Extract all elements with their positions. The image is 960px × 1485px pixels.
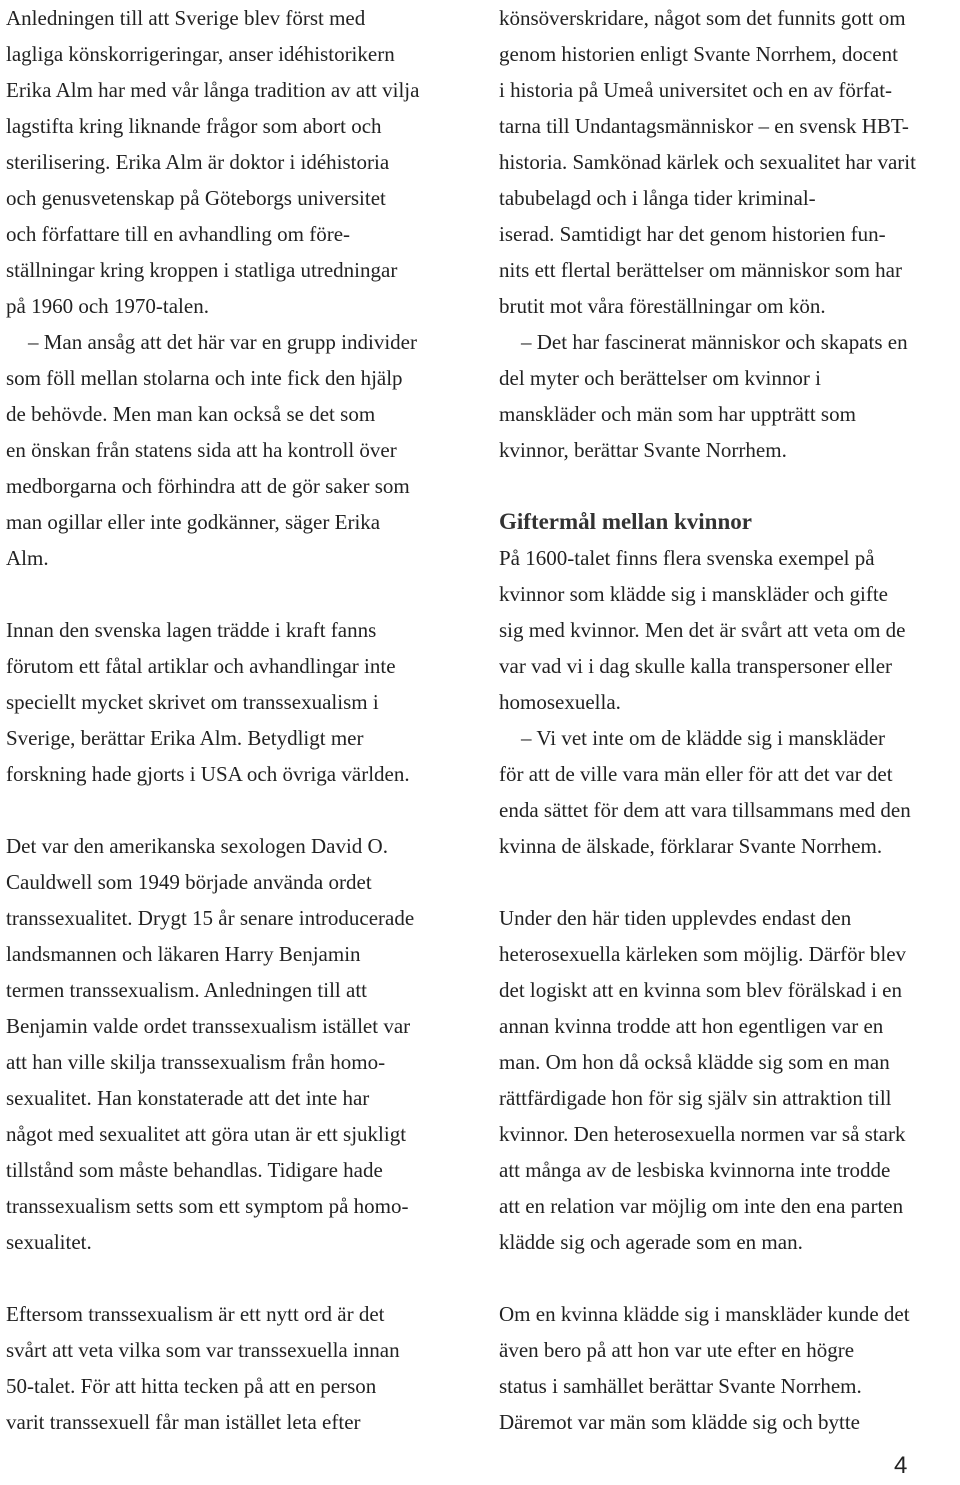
text-line: transsexualism setts som ett symptom på homo- (6, 1194, 409, 1218)
right-column (499, 0, 957, 1440)
paragraph (499, 900, 957, 1260)
text-line: heterosexuella kärleken som möjlig. Därför blev (499, 942, 907, 966)
text-line: Under den här tiden upplevdes endast den (499, 906, 852, 930)
text-line: manskläder och män som har uppträtt som (499, 402, 856, 426)
text-line: att en relation var möjlig om inte den ena parten (499, 1194, 904, 1218)
text-line: det logiskt att en kvinna som blev förälskad i en (499, 978, 902, 1002)
text-line: Erika Alm har med vår långa tradition av att vilja (6, 78, 420, 102)
text-line: klädde sig och agerade som en man. (499, 1230, 803, 1254)
text-line: Benjamin valde ordet transsexualism istället var (6, 1014, 411, 1038)
text-line: brutit mot våra föreställningar om kön. (499, 294, 826, 318)
text-line: – Man ansåg att det här var en grupp individer (28, 330, 417, 354)
paragraph-gap (499, 468, 957, 504)
text-line: kvinnor som klädde sig i manskläder och gifte (499, 582, 889, 606)
text-line: – Vi vet inte om de klädde sig i manskläder (521, 726, 886, 750)
text-line: något med sexualitet att göra utan är ett sjukligt (6, 1122, 407, 1146)
text-line: varit transsexuell får man istället leta efter (6, 1410, 361, 1434)
text-line: var vad vi i dag skulle kalla transpersoner eller (499, 654, 893, 678)
text-line: att han ville skilja transsexualism från homo- (6, 1050, 386, 1074)
paragraph-gap (499, 864, 957, 900)
text-line: kvinnor, berättar Svante Norrhem. (499, 438, 787, 462)
text-line: enda sättet för dem att vara tillsammans med den (499, 798, 911, 822)
paragraph-gap (499, 1260, 957, 1296)
paragraph (6, 828, 472, 1260)
text-line: och författare till en avhandling om före- (6, 222, 351, 246)
text-line: Eftersom transsexualism är ett nytt ord är det (6, 1302, 385, 1326)
text-line: speciellt mycket skrivet om transsexualism i (6, 690, 379, 714)
paragraph-gap (6, 792, 472, 828)
text-line: rättfärdigade hon för sig själv sin attraktion till (499, 1086, 892, 1110)
text-line: för att de ville vara män eller för att det var det (499, 762, 893, 786)
text-line: landsmannen och läkaren Harry Benjamin (6, 942, 361, 966)
text-line: sterilisering. Erika Alm är doktor i idéhistoria (6, 150, 390, 174)
text-line: tillstånd som måste behandlas. Tidigare hade (6, 1158, 383, 1182)
text-line: del myter och berättelser om kvinnor i (499, 366, 821, 390)
text-line: Cauldwell som 1949 började använda ordet (6, 870, 372, 894)
text-line: lagstifta kring liknande frågor som abort och (6, 114, 382, 138)
text-line: Sverige, berättar Erika Alm. Betydligt mer (6, 726, 364, 750)
text-line: forskning hade gjorts i USA och övriga världen. (6, 762, 410, 786)
text-line: På 1600-talet finns flera svenska exempel på (499, 546, 875, 570)
quote-paragraph (6, 324, 472, 576)
paragraph (499, 0, 957, 324)
page-number: 4 (894, 1452, 908, 1479)
text-line: genom historien enligt Svante Norrhem, docent (499, 42, 898, 66)
text-line: de behövde. Men man kan också se det som (6, 402, 376, 426)
text-line: och genusvetenskap på Göteborgs universitet (6, 186, 386, 210)
text-line: även bero på att hon var ute efter en högre (499, 1338, 855, 1362)
text-line: man ogillar eller inte godkänner, säger Erika (6, 510, 381, 534)
paragraph (6, 1296, 472, 1440)
text-line: termen transsexualism. Anledningen till att (6, 978, 368, 1002)
paragraph-gap (6, 576, 472, 612)
text-line: transsexualitet. Drygt 15 år senare introducerade (6, 906, 415, 930)
left-column (6, 0, 472, 1440)
paragraph (499, 1296, 957, 1440)
text-line: Innan den svenska lagen trädde i kraft fanns (6, 618, 377, 642)
text-line: status i samhället berättar Svante Norrhem. (499, 1374, 862, 1398)
text-line: Anledningen till att Sverige blev först med (6, 6, 366, 30)
text-line: medborgarna och förhindra att de gör saker som (6, 474, 410, 498)
text-line: en önskan från statens sida att ha kontroll över (6, 438, 397, 462)
text-line: Det var den amerikanska sexologen David O. (6, 834, 388, 858)
paragraph-gap (6, 1260, 472, 1296)
text-line: Alm. (6, 546, 49, 570)
text-line: nits ett flertal berättelser om människor som har (499, 258, 902, 282)
quote-paragraph (499, 324, 957, 468)
text-line: tarna till Undantagsmänniskor – en svensk HBT- (499, 114, 909, 138)
text-line: könsöverskridare, något som det funnits gott om (499, 6, 906, 30)
section-heading: Giftermål mellan kvinnor (499, 509, 752, 534)
text-line: annan kvinna trodde att hon egentligen var en (499, 1014, 884, 1038)
text-line: att många av de lesbiska kvinnorna inte trodde (499, 1158, 891, 1182)
text-line: homosexuella. (499, 690, 621, 714)
text-line: 50-talet. För att hitta tecken på att en person (6, 1374, 377, 1398)
text-line: Om en kvinna klädde sig i manskläder kunde det (499, 1302, 910, 1326)
paragraph (6, 0, 472, 324)
text-line: tabubelagd och i långa tider kriminal- (499, 186, 816, 210)
text-line: lagliga könskorrigeringar, anser idéhistorikern (6, 42, 395, 66)
text-line: kvinnor. Den heterosexuella normen var så stark (499, 1122, 906, 1146)
text-line: ställningar kring kroppen i statliga utredningar (6, 258, 398, 282)
text-line: kvinna de älskade, förklarar Svante Norrhem. (499, 834, 883, 858)
text-line: i historia på Umeå universitet och en av förfat- (499, 78, 893, 102)
text-line: – Det har fascinerat människor och skapats en (521, 330, 908, 354)
paragraph (6, 612, 472, 792)
text-line: Däremot var män som klädde sig och bytte (499, 1410, 860, 1434)
text-line: man. Om hon då också klädde sig som en man (499, 1050, 890, 1074)
text-line: på 1960 och 1970-talen. (6, 294, 209, 318)
text-line: sexualitet. (6, 1230, 92, 1254)
text-line: sig med kvinnor. Men det är svårt att veta om de (499, 618, 906, 642)
text-line: svårt att veta vilka som var transsexuella innan (6, 1338, 400, 1362)
text-line: förutom ett fåtal artiklar och avhandlingar inte (6, 654, 396, 678)
quote-paragraph (499, 720, 957, 864)
paragraph (499, 540, 957, 720)
text-line: iserad. Samtidigt har det genom historien fun- (499, 222, 886, 246)
text-line: sexualitet. Han konstaterade att det inte har (6, 1086, 370, 1110)
text-line: som föll mellan stolarna och inte fick den hjälp (6, 366, 403, 390)
text-line: historia. Samkönad kärlek och sexualitet har varit (499, 150, 916, 174)
